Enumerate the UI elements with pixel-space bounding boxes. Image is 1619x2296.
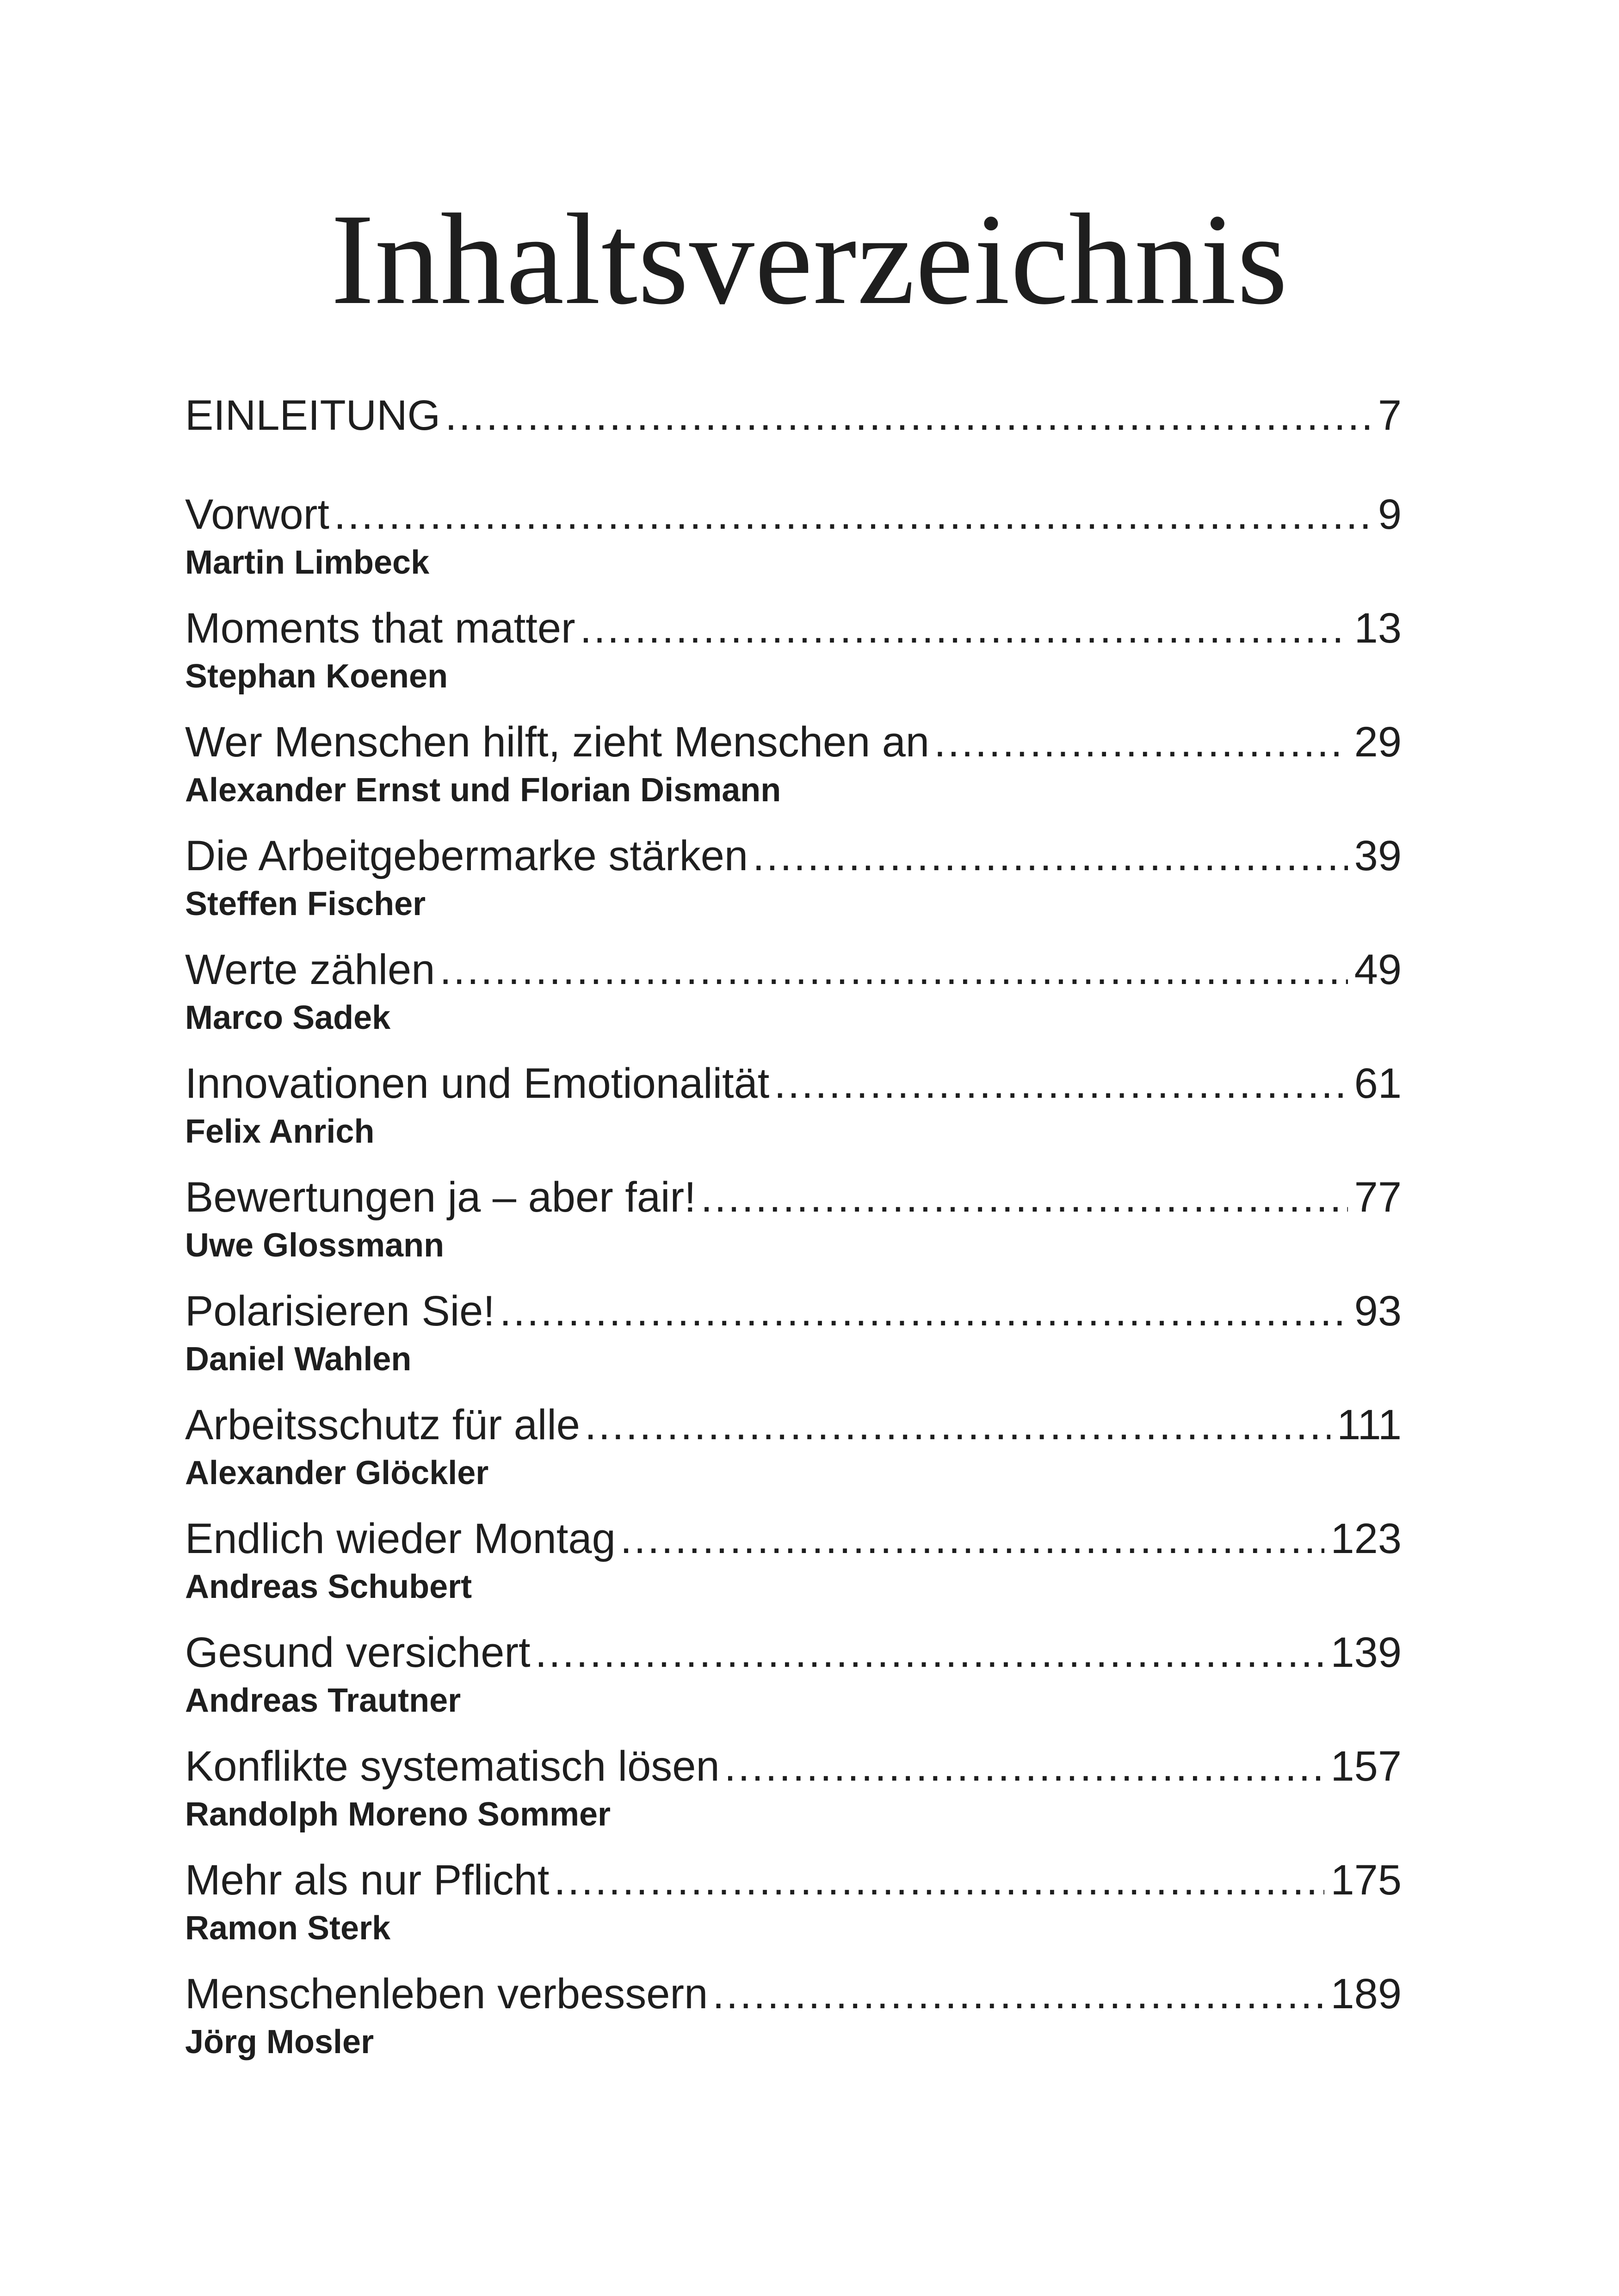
toc-entry-author: Andreas Schubert bbox=[185, 1568, 472, 1605]
toc-line bbox=[185, 1626, 1402, 1679]
toc-entry bbox=[185, 943, 1402, 1057]
toc-page-number: 93 bbox=[1354, 1287, 1402, 1335]
toc-entry bbox=[185, 1284, 1402, 1398]
toc-page-number: 39 bbox=[1354, 832, 1402, 879]
toc-entry bbox=[185, 1739, 1402, 1853]
toc-entry-title: Gesund versichert bbox=[185, 1629, 531, 1676]
toc-page-number: 9 bbox=[1378, 491, 1402, 538]
toc-entry-author: Ramon Sterk bbox=[185, 1910, 391, 1947]
toc-line bbox=[185, 1512, 1402, 1566]
toc-entry-title: Die Arbeitgebermarke stärken bbox=[185, 832, 748, 879]
toc-entry-title: Endlich wieder Montag bbox=[185, 1515, 616, 1562]
toc-entry-author: Stephan Koenen bbox=[185, 658, 448, 695]
toc-page-number: 49 bbox=[1354, 946, 1402, 993]
dot-leader bbox=[620, 1512, 1324, 1566]
toc-entry-author: Daniel Wahlen bbox=[185, 1341, 412, 1378]
toc-entry-author: Marco Sadek bbox=[185, 999, 391, 1036]
toc-entry bbox=[185, 1398, 1402, 1512]
dot-leader bbox=[724, 1739, 1324, 1793]
dot-leader bbox=[445, 389, 1372, 442]
toc-entry-author: Steffen Fischer bbox=[185, 885, 426, 922]
toc-entry-author: Felix Anrich bbox=[185, 1113, 375, 1150]
toc-line bbox=[185, 943, 1402, 996]
toc-entry bbox=[185, 1170, 1402, 1284]
toc-entry bbox=[185, 1853, 1402, 1967]
toc-entry bbox=[185, 829, 1402, 943]
toc-line bbox=[185, 601, 1402, 655]
toc-entry-title: Wer Menschen hilft, zieht Menschen an bbox=[185, 718, 930, 766]
dot-leader bbox=[580, 601, 1348, 655]
toc-entry-author: Andreas Trautner bbox=[185, 1682, 461, 1719]
toc-entry bbox=[185, 1967, 1402, 2081]
toc-page-number: 29 bbox=[1354, 718, 1402, 766]
toc-line bbox=[185, 389, 1402, 442]
dot-leader bbox=[753, 829, 1348, 883]
toc-entry bbox=[185, 1512, 1402, 1626]
toc-entry-author: Alexander Ernst und Florian Dismann bbox=[185, 772, 781, 809]
toc-entry bbox=[185, 1057, 1402, 1170]
dot-leader bbox=[585, 1398, 1330, 1452]
toc-page-number: 157 bbox=[1330, 1743, 1402, 1790]
toc-line bbox=[185, 1170, 1402, 1224]
toc-page-number: 111 bbox=[1337, 1401, 1402, 1448]
toc-entry-author: Alexander Glöckler bbox=[185, 1454, 489, 1491]
toc-page-number: 61 bbox=[1354, 1060, 1402, 1107]
page-title: Inhaltsverzeichnis bbox=[331, 187, 1288, 331]
toc-entry-title: Moments that matter bbox=[185, 605, 575, 652]
toc-page-number: 139 bbox=[1330, 1629, 1402, 1676]
toc-entry-title: Vorwort bbox=[185, 491, 329, 538]
toc-line bbox=[185, 715, 1402, 769]
dot-leader bbox=[500, 1284, 1348, 1338]
toc-entry-title: EINLEITUNG bbox=[185, 392, 441, 439]
toc-entry bbox=[185, 1626, 1402, 1739]
toc-entry-title: Konflikte systematisch lösen bbox=[185, 1743, 720, 1790]
toc-line bbox=[185, 829, 1402, 883]
toc-line bbox=[185, 1739, 1402, 1793]
toc-entry-author: Jörg Mosler bbox=[185, 2024, 374, 2061]
toc-page-number: 175 bbox=[1330, 1857, 1402, 1904]
dot-leader bbox=[439, 943, 1347, 996]
toc-entry-author: Randolph Moreno Sommer bbox=[185, 1796, 611, 1833]
toc-entry bbox=[185, 488, 1402, 601]
toc-entry-title: Polarisieren Sie! bbox=[185, 1287, 495, 1335]
toc-page-number: 13 bbox=[1354, 605, 1402, 652]
toc-line bbox=[185, 1284, 1402, 1338]
toc-entry-title: Werte zählen bbox=[185, 946, 435, 993]
toc-entry-author: Uwe Glossmann bbox=[185, 1227, 445, 1264]
dot-leader bbox=[712, 1967, 1324, 2021]
toc-line bbox=[185, 488, 1402, 541]
dot-leader bbox=[701, 1170, 1348, 1224]
toc-entries bbox=[185, 488, 1402, 2081]
toc-entry-title: Arbeitsschutz für alle bbox=[185, 1401, 580, 1448]
dot-leader bbox=[554, 1853, 1324, 1907]
toc-line bbox=[185, 1967, 1402, 2021]
toc-line bbox=[185, 1853, 1402, 1907]
toc-entry-title: Mehr als nur Pflicht bbox=[185, 1857, 550, 1904]
toc-page-number: 189 bbox=[1330, 1970, 1402, 2018]
toc-entry bbox=[185, 601, 1402, 715]
dot-leader bbox=[774, 1057, 1347, 1110]
toc-line bbox=[185, 1398, 1402, 1452]
toc-page-number: 77 bbox=[1354, 1174, 1402, 1221]
toc-page-number: 123 bbox=[1330, 1515, 1402, 1562]
dot-leader bbox=[934, 715, 1348, 769]
table-of-contents bbox=[185, 389, 1402, 2081]
toc-entry-title: Bewertungen ja – aber fair! bbox=[185, 1174, 696, 1221]
toc-entry bbox=[185, 715, 1402, 829]
toc-entry-title: Menschenleben verbessern bbox=[185, 1970, 708, 2018]
toc-line bbox=[185, 1057, 1402, 1110]
dot-leader bbox=[535, 1626, 1324, 1679]
toc-entry-title: Innovationen und Emotionalität bbox=[185, 1060, 770, 1107]
toc-page-number: 7 bbox=[1378, 392, 1402, 439]
toc-entry-author: Martin Limbeck bbox=[185, 544, 430, 581]
toc-entry-introduction bbox=[185, 389, 1402, 488]
dot-leader bbox=[334, 488, 1372, 541]
